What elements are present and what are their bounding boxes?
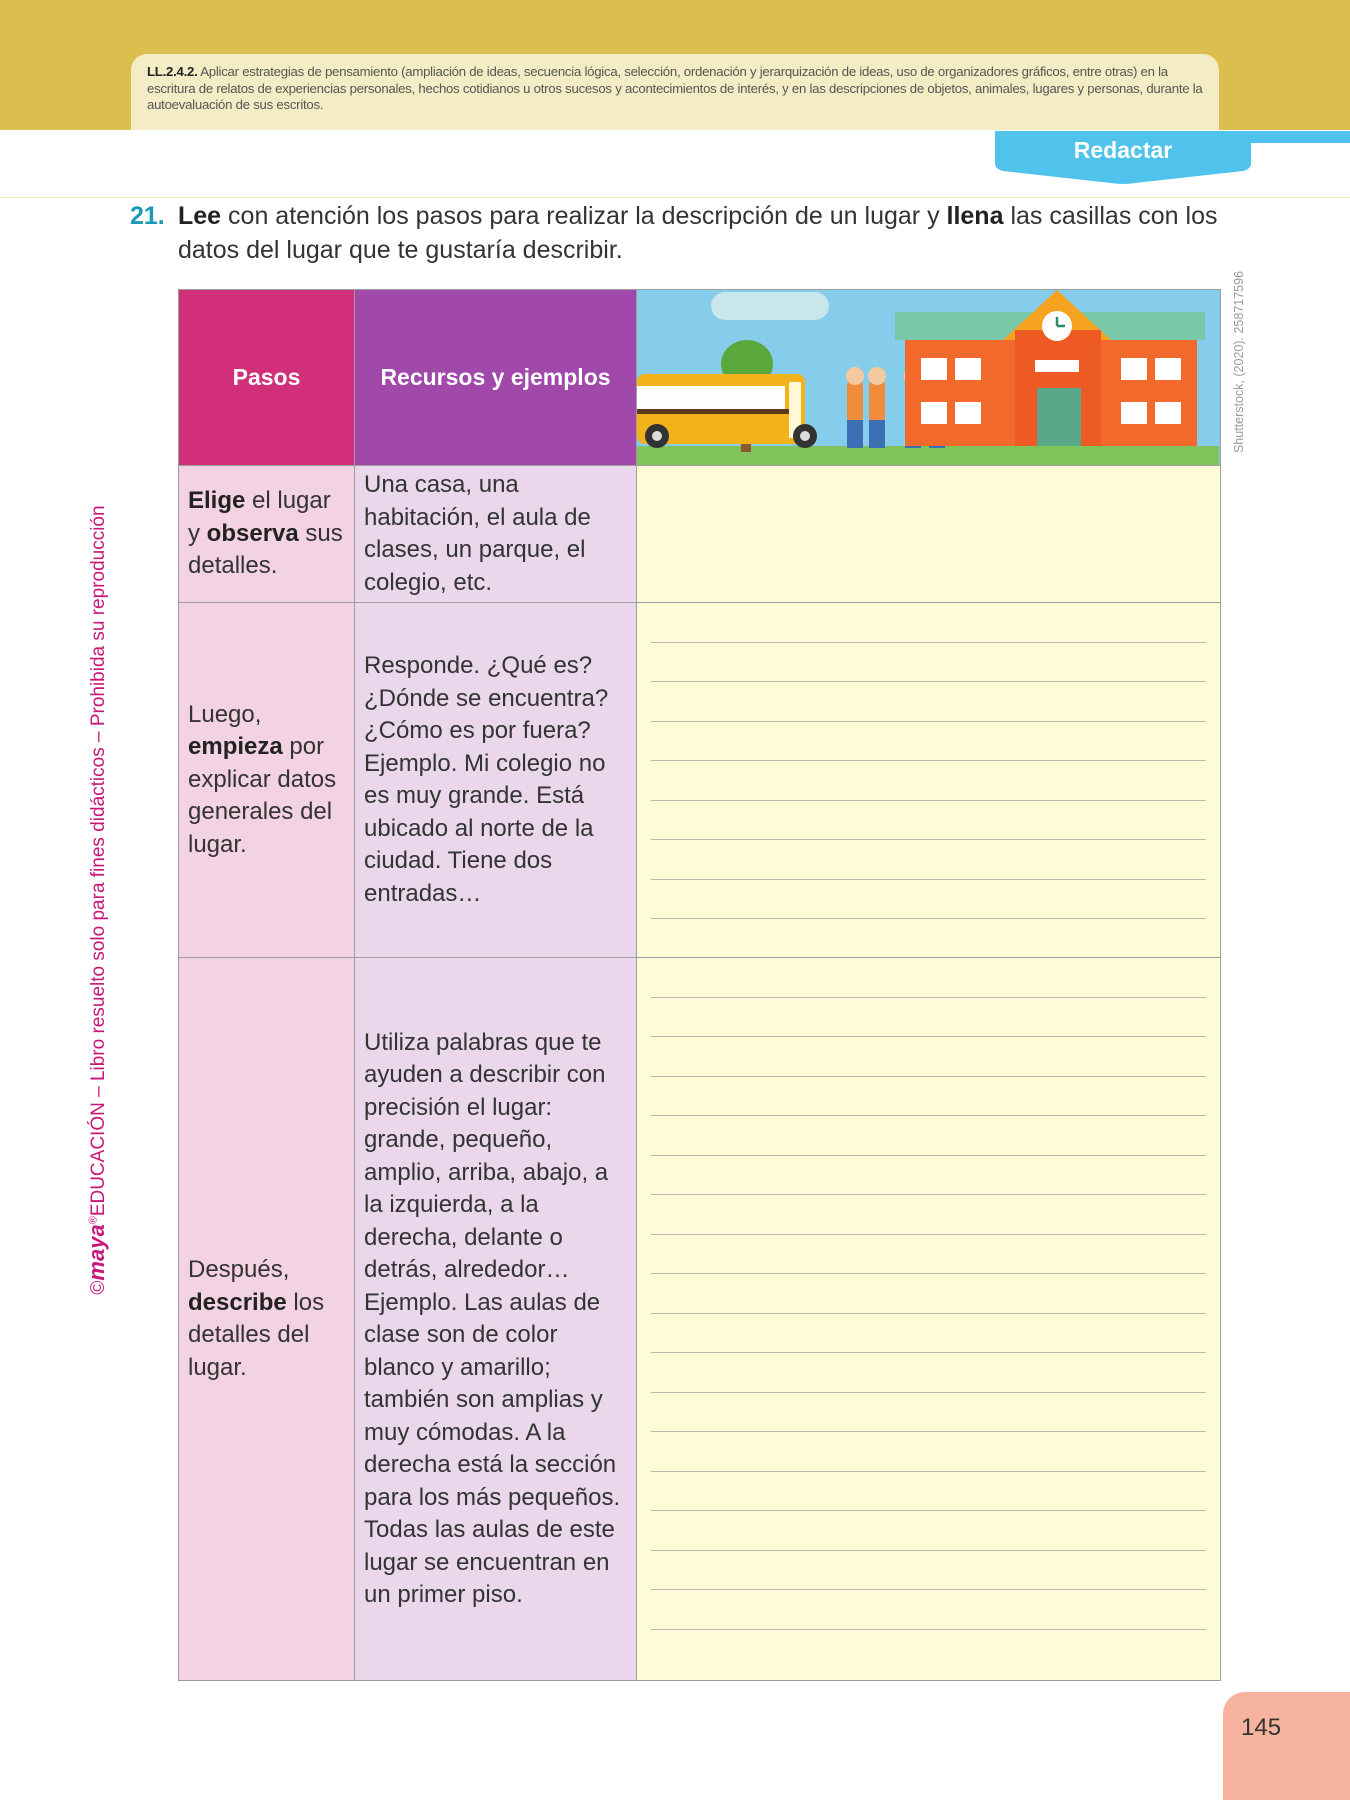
page-number-tab — [1223, 1692, 1350, 1800]
brand-logo: maya — [84, 1224, 109, 1281]
copyright-text: EDUCACIÓN – Libro resuelto solo para fines didácticos – Prohibida su reproducción — [88, 505, 109, 1217]
paso-text: el lugar y — [188, 487, 331, 547]
exercise-number: 21. — [130, 202, 165, 230]
writing-lines — [651, 603, 1206, 919]
answer-lines-cell[interactable] — [637, 958, 1221, 1681]
recurso-cell: Utiliza palabras que te ayuden a describir con precisión el lugar: grande, pequeño, amplio, arriba, abajo, a la izquierda, a la derecha, delante o detrás, alrededor… Ejemplo. Las aulas de clase son de color blanco y amarillo; también son amplias y muy cómodas. A la derecha está la sección para los más pequeños. Todas las aulas de este lugar se encuentran en un primer piso. — [355, 958, 637, 1681]
exercise-text — [178, 199, 1218, 267]
steps-table — [178, 289, 1221, 1681]
paso-keyword: Elige — [188, 487, 246, 515]
header-recursos: Recursos y ejemplos — [355, 290, 637, 466]
table-row — [179, 466, 1221, 603]
school-scene-image — [637, 290, 1219, 465]
section-tab-strip — [1240, 131, 1350, 143]
paso-text: Después, — [188, 1256, 290, 1283]
answer-cell[interactable] — [637, 466, 1221, 603]
recurso-cell: Una casa, una habitación, el aula de clases, un parque, el colegio, etc. — [355, 466, 637, 603]
paso-text: los detalles del lugar. — [188, 1288, 325, 1381]
exercise-text-part: con atención los pasos para realizar la descripción de un lugar y — [221, 202, 947, 230]
side-copyright — [82, 480, 112, 1320]
paso-keyword: describe — [188, 1288, 287, 1316]
paso-cell — [179, 603, 355, 958]
paso-keyword: empieza — [188, 733, 283, 761]
paso-text: sus detalles. — [188, 519, 343, 580]
table-row — [179, 603, 1221, 958]
table-header-row — [179, 290, 1221, 466]
paso-keyword: observa — [206, 519, 299, 547]
section-tab-label: Redactar — [1073, 137, 1173, 163]
paso-cell — [179, 958, 355, 1681]
school-illustration — [637, 290, 1221, 466]
paso-text: Luego, — [188, 700, 262, 728]
skill-code: LL.2.4.2. — [147, 64, 198, 79]
copyright-symbol: © — [88, 1280, 109, 1295]
paso-text: por explicar datos generales del lugar. — [188, 733, 337, 858]
recurso-cell: Responde. ¿Qué es? ¿Dónde se encuentra? ¿Cómo es por fuera? Ejemplo. Mi colegio no es muy grande. Está ubicado al norte de la ciudad. Tiene dos entradas… — [355, 603, 637, 958]
exercise-text-part: las casillas con los datos del lugar que te gustaría describir. — [178, 202, 1218, 264]
section-tab — [995, 131, 1251, 191]
exercise-verb-fill: llena — [946, 202, 1004, 230]
header-pasos: Pasos — [179, 290, 355, 466]
header-divider — [0, 197, 1350, 198]
table-row — [179, 958, 1221, 1681]
registered-mark: ® — [87, 1216, 100, 1225]
writing-lines — [651, 958, 1206, 1630]
skill-text: Aplicar estrategias de pensamiento (ampliación de ideas, secuencia lógica, selección, ordenación y jerarquización de ideas, uso de organizadores gráficos, entre otras) en la escritura de relatos de experiencias personales, hechos cotidianos u otros sucesos y acontecimientos de interés, y en las descripciones de objetos, animales, lugares y personas, durante la autoevaluación de sus escritos. — [147, 64, 1203, 112]
skill-description — [131, 54, 1219, 130]
image-credit — [1229, 262, 1249, 467]
page-number: 145 — [1241, 1714, 1282, 1741]
image-credit-text: Shutterstock, (2020). 258717596 — [1232, 270, 1246, 454]
exercise-verb-read: Lee — [178, 202, 222, 230]
paso-cell — [179, 466, 355, 603]
answer-lines-cell[interactable] — [637, 603, 1221, 958]
